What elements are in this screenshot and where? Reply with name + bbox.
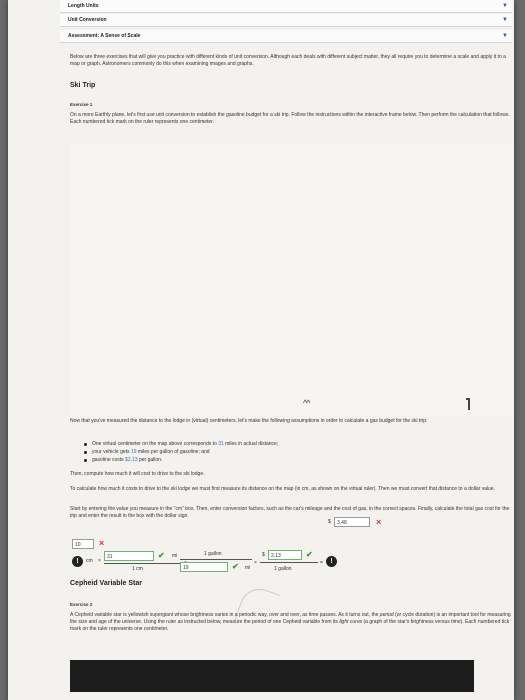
exercise-1-instructions: On a more Earthly plane, let's first use unit conversion to establish the gasoline budget for a ski trip. Follow the instructions within the interactive frame below. Then perform the calculation that follows. Each numbered tick mark on the ruler represents one centimeter.	[70, 112, 510, 125]
times-sign: ×	[254, 560, 257, 566]
cm-unit-label: cm	[86, 558, 93, 564]
one-cm-label: 1 cm	[132, 566, 143, 572]
mpg-input[interactable]: 19	[180, 562, 228, 572]
incorrect-icon: ×	[376, 517, 382, 527]
dropdown-label: Assessment: A Sense of Scale	[68, 33, 141, 39]
list-item: One virtual centimeter on the map above corresponds to 31 miles in actual distance;	[84, 440, 278, 448]
interactive-frame-2[interactable]	[70, 660, 474, 692]
exercise-2-text: A Cepheid variable star is yellowish supergiant whose brightness varies in a periodic way, over and over, as time passes. As it turns out, the period (or cycle duration) is an important tool for measuring the size and age of the universe. Using the ruler as instructed below, measure the period of one Cepheid variable from its light curve (a graph of the star's brightness versus time). Each numbered tick mark on the ruler represents one centimeter.	[70, 612, 511, 632]
list-item: gasoline costs $2.13 per gallon.	[84, 456, 278, 464]
mi-unit-label: mi	[245, 565, 251, 571]
ruler-handle[interactable]	[468, 398, 470, 410]
info-badge-icon[interactable]: !	[326, 556, 337, 567]
interactive-frame[interactable]	[70, 145, 514, 415]
ski-trip-title: Ski Trip	[70, 82, 96, 89]
correct-check-icon: ✔	[306, 550, 313, 559]
unit-conversion-dropdown[interactable]	[60, 14, 512, 27]
then-text: Then, compute how much it will cost to drive to the ski lodge.	[70, 471, 205, 477]
info-badge-icon[interactable]: !	[72, 556, 83, 567]
assumptions-list	[84, 440, 278, 464]
gas-price-input[interactable]: 2.13	[268, 550, 302, 560]
correct-check-icon: ✔	[232, 562, 239, 571]
fraction-line	[260, 562, 318, 563]
caret-down-icon: ▼	[502, 3, 508, 9]
fraction-line	[104, 563, 182, 564]
total-cost-input[interactable]: 3.48	[334, 517, 370, 527]
intro-text: Below are three exercises that will give you practice with different kinds of unit conversion. Although each deals with different subject matter, they all require you to determine a scale and apply it to a map or graph. Astronomers commonly do this when examining images and graphs.	[70, 54, 506, 67]
mi-unit-label: mi	[172, 553, 178, 559]
correct-check-icon: ✔	[158, 551, 165, 560]
scroll-carets[interactable]: ^^	[303, 398, 310, 408]
gallon-bottom-label: 1 gallon	[274, 566, 292, 572]
fraction-line	[180, 559, 252, 560]
caret-down-icon: ▼	[502, 17, 508, 23]
length-units-dropdown[interactable]	[60, 0, 512, 13]
assumptions-intro: Now that you've measured the distance to the lodge in (virtual) centimeters, let's make the following assumptions in order to calculate a gas budget for the ski trip.	[70, 418, 428, 424]
assignment-page	[8, 0, 514, 700]
dropdown-label: Length Units	[68, 3, 99, 9]
total-dollar-sign: $	[328, 519, 331, 525]
exercise-2-label: Exercise 2	[70, 602, 93, 607]
exercise-1-label: Exercise 1	[70, 102, 93, 107]
dollar-sign: $	[262, 552, 265, 558]
gallon-top-label: 1 gallon	[204, 551, 222, 557]
light-curve-term: light curve	[339, 619, 363, 625]
miles-per-cm-input[interactable]: 31	[104, 551, 154, 561]
start-instructions: Start by entering the value you measure in the "cm" box. Then, enter conversion factors, such as the car's mileage and the cost of gas, in the correct spaces. Finally, calculate the total gas cost for the trip and enter the result in the box with the dollar sign.	[70, 506, 510, 519]
cepheid-title: Cepheid Variable Star	[70, 580, 142, 587]
period-term: period	[379, 612, 394, 618]
assessment-dropdown[interactable]	[60, 30, 512, 43]
cm-input[interactable]: 10	[72, 539, 94, 549]
times-sign: ×	[98, 558, 101, 564]
calc-instructions: To calculate how much it costs to drive to the ski lodge we must first measure its distance on the map (in cm, as shown on the virtual ruler). Then we must convert that distance to a dollar value.	[70, 486, 496, 492]
equals-sign: =	[320, 560, 323, 566]
caret-down-icon: ▼	[502, 33, 508, 39]
list-item: your vehicle gets 19 miles per gallon of gasoline; and	[84, 448, 278, 456]
incorrect-icon: ×	[99, 538, 105, 548]
dropdown-label: Unit Conversion	[68, 17, 107, 23]
